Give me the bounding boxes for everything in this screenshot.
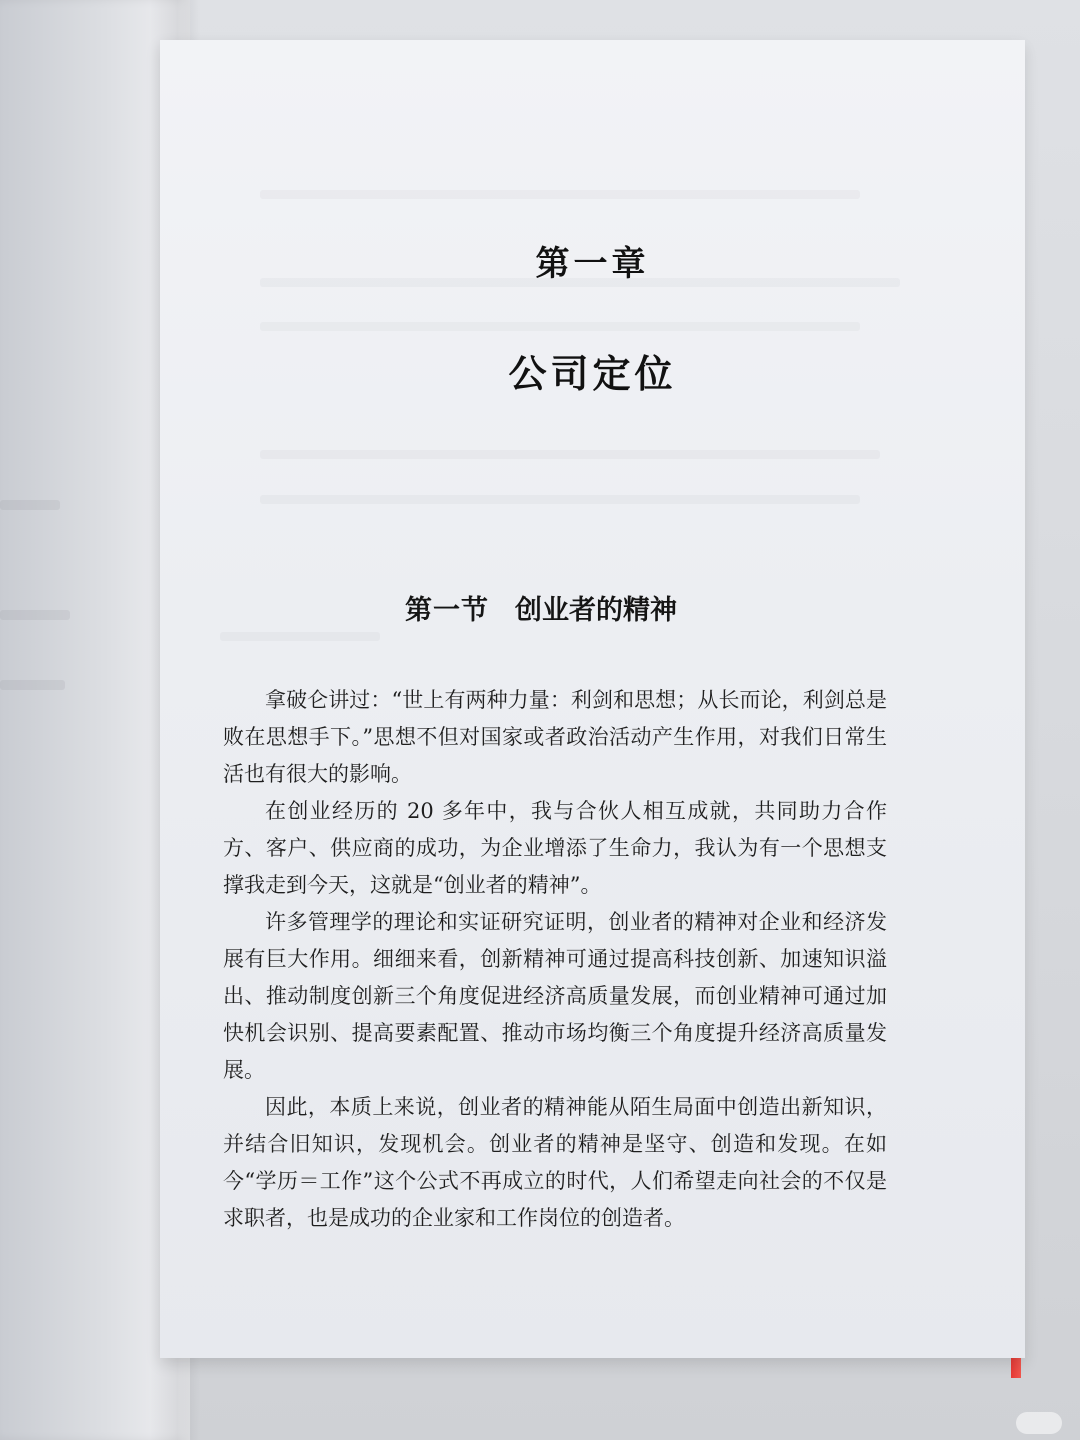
section-title: 创业者的精神 [515,595,677,626]
watermark-badge [1016,1412,1062,1434]
paragraph: 拿破仑讲过：“世上有两种力量：利剑和思想；从长而论，利剑总是败在思想手下。”思想不但对国家或者政治活动产生作用，对我们日常生活也有很大的影响。 [223,688,887,786]
chapter-number: 第一章 [535,244,650,284]
section-number: 第一节 [405,595,489,626]
book-page [160,40,1025,1358]
paragraph: 许多管理学的理论和实证研究证明，创业者的精神对企业和经济发展有巨大作用。细细来看，创新精神可通过提高科技创新、加速知识溢出、推动制度创新三个角度促进经济高质量发展，而创业精神可通过加快机会识别、提高要素配置、推动市场均衡三个角度提升经济高质量发展。 [223,910,887,1082]
paragraph: 因此，本质上来说，创业者的精神能从陌生局面中创造出新知识，并结合旧知识，发现机会。创业者的精神是坚守、创造和发现。在如今“学历＝工作”这个公式不再成立的时代，人们希望走向社会的不仅是求职者，也是成功的企业家和工作岗位的创造者。 [223,1095,887,1230]
paragraph: 在创业经历的 20 多年中，我与合伙人相互成就，共同助力合作方、客户、供应商的成功，为企业增添了生命力，我认为有一个思想支撑我走到今天，这就是“创业者的精神”。 [223,799,887,897]
body-text [223,682,887,1237]
section-heading [405,588,865,627]
chapter-title: 公司定位 [508,352,677,396]
